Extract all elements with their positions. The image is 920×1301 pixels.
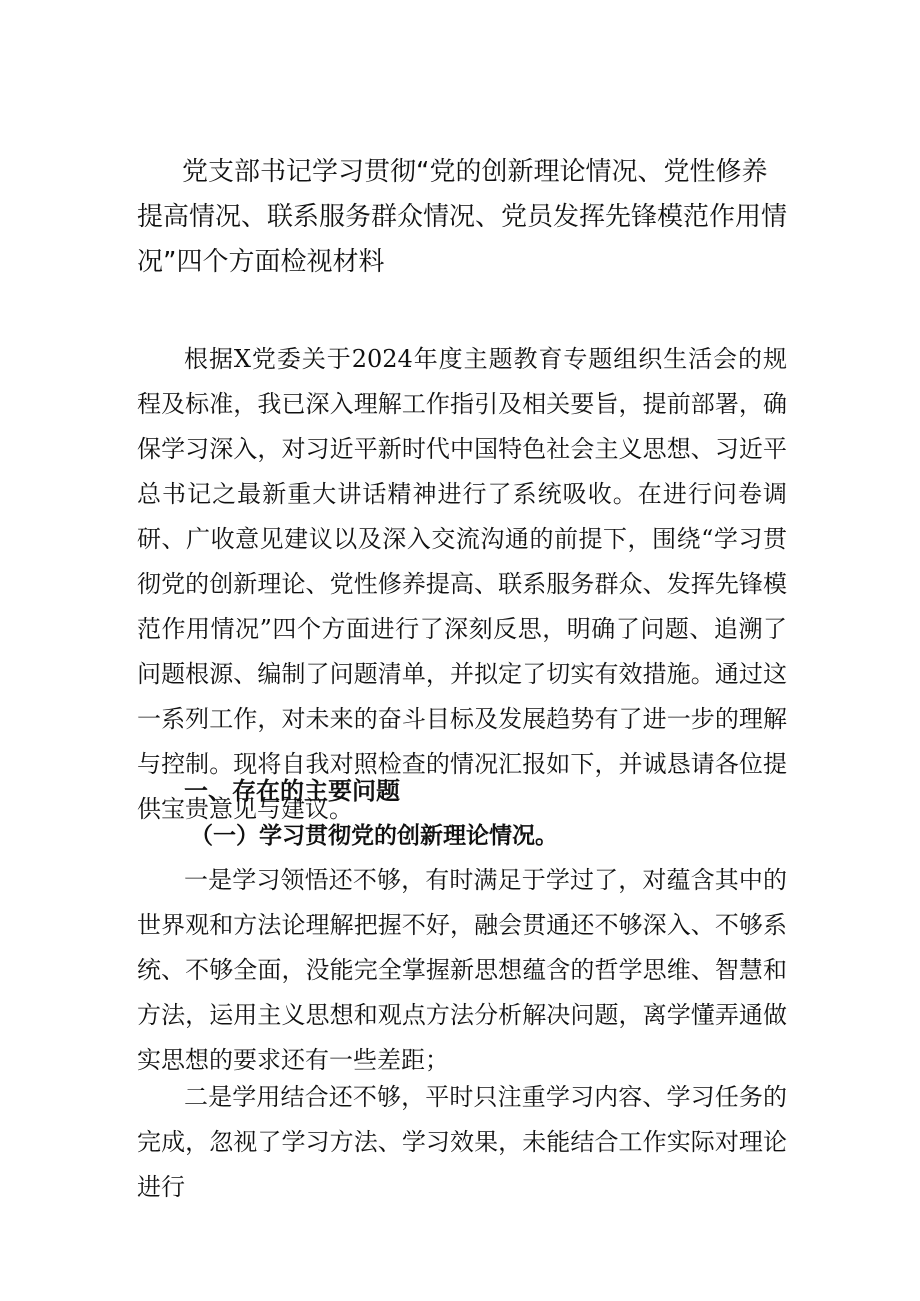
document-title: 党支部书记学习贯彻“党的创新理论情况、党性修养提高情况、联系服务群众情况、党员发挥先锋模范作用情况”四个方面检视材料 <box>137 157 788 277</box>
subsection-heading-theory-study: （一）学习贯彻党的创新理论情况。 <box>190 822 558 849</box>
paragraph-item-1: 一是学习领悟还不够，有时满足于学过了，对蕴含其中的世界观和方法论理解把握不好，融会贯通还不够深入、不够系统、不够全面，没能完全掌握新思想蕴含的哲学思维、智慧和方法，运用主义思想和观点方法分析解决问题，离学懂弄通做实思想的要求还有一些差距； <box>137 866 787 1074</box>
intro-paragraph: 根据X党委关于2024年度主题教育专题组织生活会的规程及标准，我已深入理解工作指引及相关要旨，提前部署，确保学习深入，对习近平新时代中国特色社会主义思想、习近平总书记之最新重大讲话精神进行了系统吸收。在进行问卷调研、广收意见建议以及深入交流沟通的前提下，围绕“学习贯彻党的创新理论、党性修养提高、联系服务群众、发挥先锋模范作用情况”四个方面进行了深刻反思，明确了问题、追溯了问题根源、编制了问题清单，并拟定了切实有效措施。通过这一系列工作，对未来的奋斗目标及发展趋势有了进一步的理解与控制。现将自我对照检查的情况汇报如下，并诚恳请各位提供宝贵意见与建议。 <box>137 345 787 823</box>
section-heading-main-problems: 一、存在的主要问题 <box>184 777 400 805</box>
paragraph-item-2: 二是学用结合还不够，平时只注重学习内容、学习任务的完成，忽视了学习方法、学习效果，未能结合工作实际对理论进行 <box>137 1083 787 1201</box>
